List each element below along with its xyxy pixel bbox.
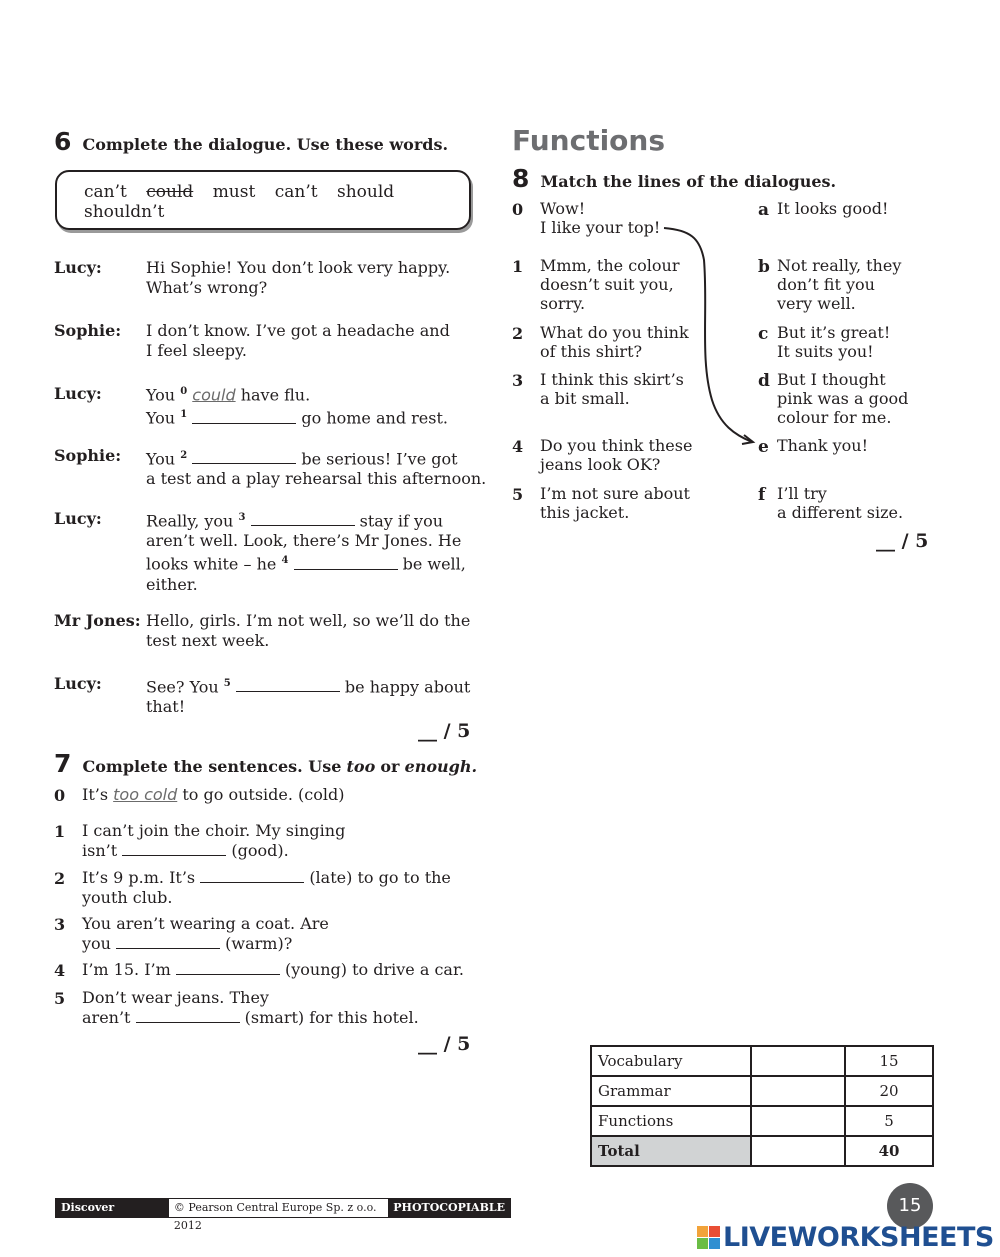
match-right-item: Thank you!: [777, 436, 869, 455]
blank-1[interactable]: [192, 409, 296, 424]
ex8-header: [512, 164, 836, 193]
liveworksheets-logo-icon: [697, 1226, 720, 1249]
liveworksheets-brand: [697, 1222, 994, 1253]
word-must: must: [212, 182, 256, 202]
sentence-item: Don’t wear jeans. They aren’t (smart) for this hotel.: [82, 988, 419, 1027]
ex7-header: 7 Complete the sentences. Use too or enough.: [54, 749, 478, 778]
match-left-item: I think this skirt’s a bit small.: [540, 370, 684, 408]
match-right-item: But I thought pink was a good colour for me.: [777, 370, 909, 427]
ex7-blank-1[interactable]: [122, 841, 226, 856]
sentence-item: It’s too cold to go outside. (cold): [82, 785, 345, 804]
match-left-item: What do you think of this shirt?: [540, 323, 689, 361]
ex6-number: 6: [54, 127, 72, 156]
dialogue-line: Hello, girls. I’m not well, so we’ll do the test next week.: [146, 611, 471, 650]
blank-4[interactable]: [294, 555, 398, 570]
match-connector-line: [660, 220, 760, 450]
score-table: [590, 1045, 934, 1167]
dialogue-line: I don’t know. I’ve got a headache and I feel sleepy.: [146, 321, 450, 360]
score-cell[interactable]: [751, 1046, 845, 1076]
ex7-number: 7: [54, 749, 72, 778]
speaker-lucy: Lucy:: [54, 674, 102, 693]
score-cell[interactable]: [751, 1106, 845, 1136]
dialogue-line: See? You $^5$ be happy about that!: [146, 677, 471, 717]
ex7-blank-4[interactable]: [176, 960, 280, 975]
ex7-blank-2[interactable]: [200, 868, 304, 883]
speaker-sophie: Sophie:: [54, 321, 122, 340]
speaker-lucy: Lucy:: [54, 509, 102, 528]
footer-book-title: Discover English 4: [56, 1199, 169, 1217]
word-cant-2: can’t: [274, 182, 318, 202]
score-cell[interactable]: [751, 1136, 845, 1166]
example-answer-could: could: [192, 385, 236, 405]
footer-copyright: © Pearson Central Europe Sp. z o.o. 2012: [173, 1201, 377, 1232]
word-could-crossed: could: [146, 182, 194, 202]
liveworksheets-wordmark: LIVEWORKSHEETS: [723, 1222, 994, 1253]
speaker-lucy: Lucy:: [54, 258, 102, 277]
footer-photocopiable: PHOTOCOPIABLE: [388, 1199, 510, 1217]
functions-heading: Functions: [512, 124, 666, 157]
speaker-sophie: Sophie:: [54, 446, 122, 465]
word-should: should: [336, 182, 395, 202]
match-left-item: Mmm, the colour doesn’t suit you, sorry.: [540, 256, 680, 313]
match-right-item: Not really, they don’t fit you very well.: [777, 256, 902, 313]
ex7-score: __ / 5: [418, 1033, 471, 1055]
ex7-blank-5[interactable]: [136, 1008, 240, 1023]
match-left-item: Do you think these jeans look OK?: [540, 436, 693, 474]
sentence-item: I can’t join the choir. My singing isn’t (good).: [82, 821, 346, 860]
match-left-item: I’m not sure about this jacket.: [540, 484, 690, 522]
table-row: Vocabulary 15: [591, 1046, 933, 1076]
ex8-score: __ / 5: [876, 530, 929, 552]
match-right-item: But it’s great! It suits you!: [777, 323, 891, 361]
blank-3[interactable]: [251, 511, 355, 526]
dialogue-line: You $^0$ could have flu. You $^1$ go home and rest.: [146, 385, 448, 428]
ex7-blank-3[interactable]: [116, 934, 220, 949]
page-number: 15: [887, 1183, 933, 1229]
speaker-mr-jones: Mr Jones:: [54, 611, 141, 630]
ex6-title: Complete the dialogue. Use these words.: [82, 135, 449, 154]
sentence-item: You aren’t wearing a coat. Are you (warm)?: [82, 914, 329, 953]
footer-bar: [55, 1198, 511, 1232]
dialogue-line: Really, you $^3$ stay if you aren’t well. Look, there’s Mr Jones. He looks white – he $^4$ be well, either.: [146, 511, 466, 594]
sentence-item: I’m 15. I’m (young) to drive a car.: [82, 960, 464, 979]
ex8-number: 8: [512, 164, 530, 193]
ex6-header: [54, 127, 448, 156]
dialogue-line: Hi Sophie! You don’t look very happy. What’s wrong?: [146, 258, 451, 297]
match-right-item: I’ll try a different size.: [777, 484, 904, 522]
table-row: Grammar 20: [591, 1076, 933, 1106]
word-box: [55, 170, 471, 230]
match-right-item: It looks good!: [777, 199, 889, 218]
table-row: Functions 5: [591, 1106, 933, 1136]
speaker-lucy: Lucy:: [54, 384, 102, 403]
blank-2[interactable]: [192, 449, 296, 464]
word-shouldnt: shouldn’t: [84, 202, 165, 222]
dialogue-line: You $^2$ be serious! I’ve got a test and a play rehearsal this afternoon.: [146, 449, 487, 489]
word-cant-1: can’t: [84, 182, 127, 202]
ex8-title: Match the lines of the dialogues.: [540, 172, 837, 191]
example-answer-too-cold: too cold: [113, 785, 178, 804]
blank-5[interactable]: [236, 677, 340, 692]
match-left-item: Wow! I like your top!: [540, 199, 661, 237]
score-cell[interactable]: [751, 1076, 845, 1106]
table-row: Total 40: [591, 1136, 933, 1166]
sentence-item: It’s 9 p.m. It’s (late) to go to the youth club.: [82, 868, 451, 907]
ex6-score: __ / 5: [418, 720, 471, 742]
